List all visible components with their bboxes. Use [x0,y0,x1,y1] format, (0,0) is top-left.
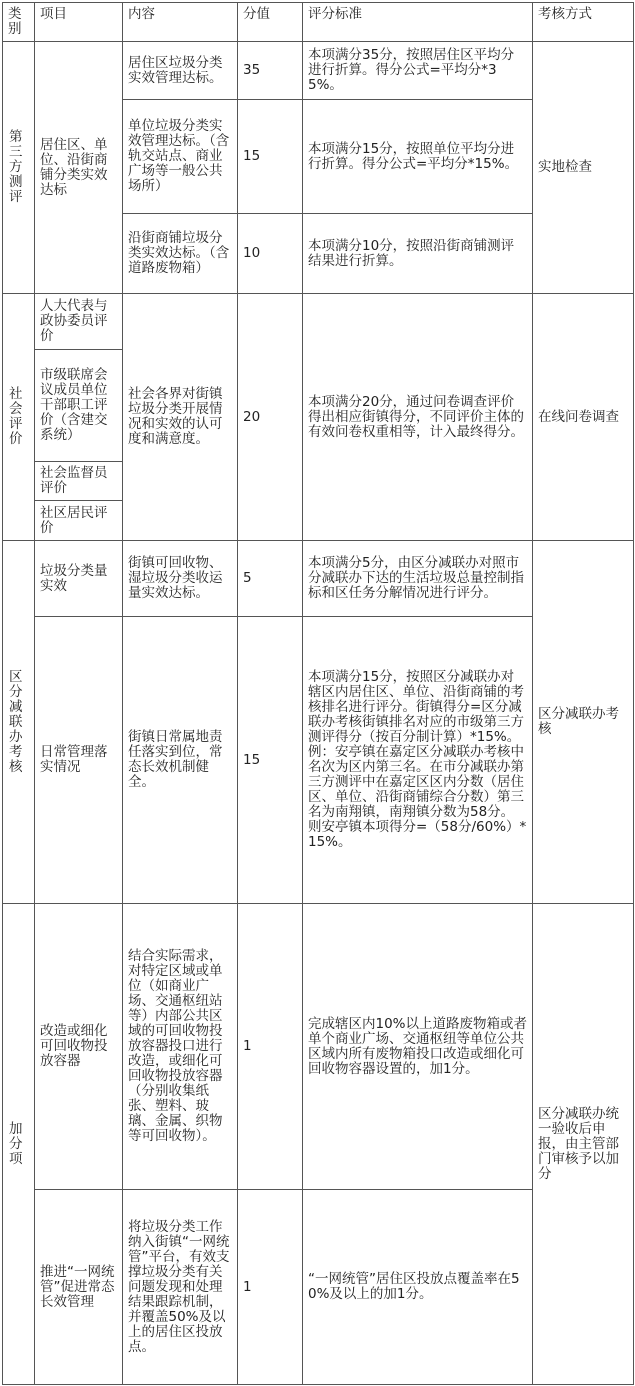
content-cell: 沿街商铺垃圾分类实效达标。（含道路废物箱） [123,214,238,294]
score-cell: 1 [238,1190,303,1385]
category-cell-third-party: 第三方测评 [3,42,35,294]
header-method: 考核方式 [533,3,634,42]
content-cell: 社会各界对街镇垃圾分类开展情况和实效的认可度和满意度。 [123,294,238,541]
header-project: 项目 [35,3,123,42]
criteria-cell: 本项满分35分，按照居住区平均分进行折算。得分公式=平均分*35%。 [303,42,533,100]
category-cell-social: 社会评价 [3,294,35,541]
content-cell: 结合实际需求，对特定区域或单位（如商业广场、交通枢纽站等）内部公共区域的可回收物投放容器投口进行改造，或细化可回收物投放容器（分别收集纸张、塑料、玻璃、金属、织物等可回收物）。 [123,904,238,1190]
score-cell: 1 [238,904,303,1190]
content-cell: 单位垃圾分类实效管理达标。（含轨交站点、商业广场等一般公共场所） [123,100,238,214]
criteria-cell: 完成辖区内10%以上道路废物箱或者单个商业广场、交通枢纽等单位公共区域内所有废物箱投口改造或细化可回收物容器设置的，加1分。 [303,904,533,1190]
criteria-cell: “一网统管”居住区投放点覆盖率在50%及以上的加1分。 [303,1190,533,1385]
score-cell: 35 [238,42,303,100]
header-row [3,3,634,42]
criteria-cell: 本项满分15分，按照单位平均分进行折算。得分公式=平均分*15%。 [303,100,533,214]
project-cell: 垃圾分类量实效 [35,541,123,617]
table-row [3,904,634,1190]
project-cell: 市级联席会议成员单位干部职工评价（含建交系统） [35,350,123,462]
method-cell: 在线问卷调查 [533,294,634,541]
project-cell: 日常管理落实情况 [35,617,123,904]
header-category: 类别 [3,3,35,42]
category-cell-bonus: 加分项 [3,904,35,1385]
header-criteria: 评分标准 [303,3,533,42]
table-row [3,541,634,617]
table-row [3,294,634,350]
criteria-cell: 本项满分5分，由区分减联办对照市分减联办下达的生活垃圾总量控制指标和区任务分解情况进行评分。 [303,541,533,617]
header-score: 分值 [238,3,303,42]
method-cell: 区分减联办考核 [533,541,634,904]
content-cell: 街镇日常属地责任落实到位，常态长效机制健全。 [123,617,238,904]
score-cell: 20 [238,294,303,541]
content-cell: 将垃圾分类工作纳入街镇“一网统管”平台，有效支撑垃圾分类有关问题发现和处理结果跟踪机制，并覆盖50%及以上的居住区投放点。 [123,1190,238,1385]
score-cell: 15 [238,617,303,904]
score-cell: 10 [238,214,303,294]
project-cell: 居住区、单位、沿街商铺分类实效达标 [35,42,123,294]
criteria-cell: 本项满分15分，按照区分减联办对辖区内居住区、单位、沿街商铺的考核排名进行评分。街镇得分=区分减联办考核街镇排名对应的市级第三方测评得分（按百分制计算）*15%。例：安亭镇在嘉定区分减联办考核中名次为区内第三名。在市分减联办第三方测评中在嘉定区区内分数（居住区、单位、沿街商铺综合分数）第三名为南翔镇，南翔镇分数为58分。则安亭镇本项得分=（58分/60%）*15%。 [303,617,533,904]
content-cell: 居住区垃圾分类实效管理达标。 [123,42,238,100]
assessment-table [2,2,634,1385]
criteria-cell: 本项满分20分，通过问卷调查评价得出相应街镇得分，不同评价主体的有效问卷权重相等，计入最终得分。 [303,294,533,541]
category-cell-district: 区分减联办考核 [3,541,35,904]
project-cell: 改造或细化可回收物投放容器 [35,904,123,1190]
project-cell: 社会监督员评价 [35,462,123,501]
project-cell: 人大代表与政协委员评价 [35,294,123,350]
score-cell: 5 [238,541,303,617]
header-content: 内容 [123,3,238,42]
method-cell: 实地检查 [533,42,634,294]
project-cell: 推进“一网统管”促进常态长效管理 [35,1190,123,1385]
score-cell: 15 [238,100,303,214]
content-cell: 街镇可回收物、湿垃圾分类收运量实效达标。 [123,541,238,617]
criteria-cell: 本项满分10分，按照沿街商铺测评结果进行折算。 [303,214,533,294]
project-cell: 社区居民评价 [35,501,123,541]
method-cell: 区分减联办统一验收后申报，由主管部门审核予以加分 [533,904,634,1385]
table-row [3,42,634,100]
